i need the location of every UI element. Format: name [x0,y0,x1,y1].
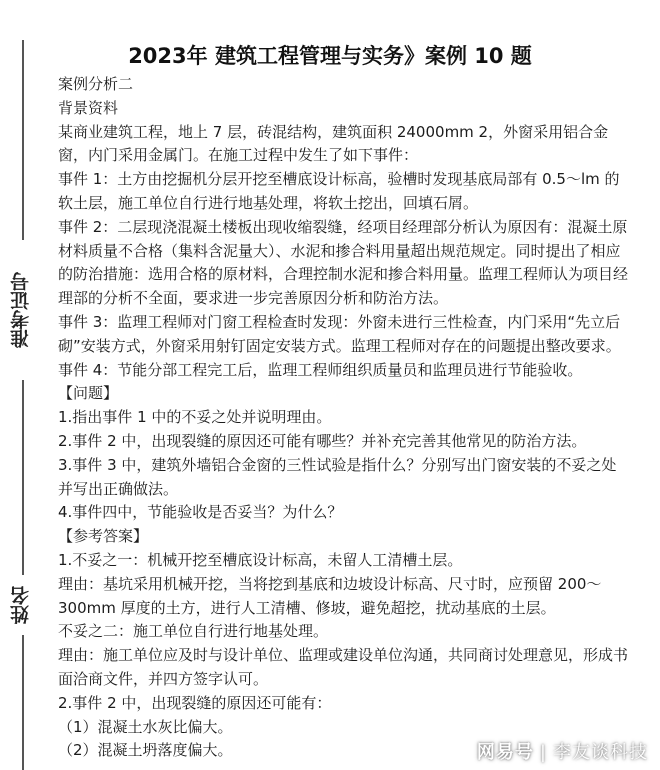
answer-1-fault-1: 1.不妥之一：机械开挖至槽底设计标高，未留人工清槽土层。 [58,550,463,569]
name-label: 姓名 [8,575,36,635]
document-body [58,73,630,763]
watermark-account: 李友谈科技 [553,742,648,763]
event-1-paragraph: 事件 1：土方由挖掘机分层开挖至槽底设计标高，验槽时发现基底局部有 0.5～lm 的软土层，施工单位自行进行地基处理，将软土挖出，回填石屑。 [58,170,620,212]
answers-heading: 【参考答案】 [58,527,149,546]
answer-1-reason-2: 理由：施工单位应及时与设计单位、监理或建设单位沟通，共同商讨处理意见，形成书面洽商文件，并四方签字认可。 [58,646,629,688]
event-3-paragraph: 事件 3：监理工程师对门窗工程检查时发现：外窗未进行三性检查，内门采用“先立后砌”安装方式，外窗采用射钉固定安装方式。监理工程师对存在的问题提出整改要求。 [58,312,621,355]
question-4: 4.事件四中，节能验收是否妥当？为什么？ [58,503,343,522]
answer-1-reason-1: 理由：基坑采用机械开挖，当将挖到基底和边坡设计标高、尺寸时，应预留 200～300mm 厚度的土方，进行人工清槽、修坡，避免超挖，扰动基底的土层。 [58,574,602,617]
answer-2-item-2: （2）混凝土坍落度偏大。 [58,741,233,760]
margin-rule-top [22,40,24,240]
answer-1-fault-2: 不妥之二：施工单位自行进行地基处理。 [58,622,329,641]
question-2: 2.事件 2 中，出现裂缝的原因还可能有哪些？并补充完善其他常见的防治方法。 [58,431,587,450]
margin-rule-bottom [22,635,24,770]
answer-2-item-1: （1）混凝土水灰比偏大。 [58,717,233,736]
exam-id-label: 准考证号 [8,240,36,380]
watermark-separator-icon: | [539,742,547,763]
question-3: 3.事件 3 中，建筑外墙铝合金窗的三性试验是指什么？分别写出门窗安装的不妥之处并写出正确做法。 [58,455,617,498]
section-heading-background: 背景资料 [58,98,119,117]
background-paragraph: 某商业建筑工程，地上 7 层，砖混结构，建筑面积 24000mm 2，外窗采用铝合金窗，内门采用金属门。在施工过程中发生了如下事件： [58,122,609,165]
questions-heading: 【问题】 [58,384,119,403]
event-4-paragraph: 事件 4：节能分部工程完工后，监理工程师组织质量员和监理员进行节能验收。 [58,360,583,379]
binding-margin [0,0,44,770]
question-1: 1.指出事件 1 中的不妥之处并说明理由。 [58,408,332,427]
event-2-paragraph: 事件 2：二层现浇混凝土楼板出现收缩裂缝，经项目经理部分析认为原因有：混凝土原材料质量不合格（集料含泥量大）、水泥和掺合料用量超出规范规定。同时提出了相应的防治措施：选用合格的原材料，合理控制水泥和掺合料用量。监理工程师认为项目经理部的分析不全面，要求进一步完善原因分析和防治方法。 [58,217,629,308]
margin-rule-middle [22,380,24,575]
watermark [477,738,648,764]
watermark-logo: 网易号 [476,742,534,763]
answer-2-intro: 2.事件 2 中，出现裂缝的原因还可能有： [58,693,332,712]
document-title: 2023年 建筑工程管理与实务》案例 10 题 [128,44,532,68]
section-heading-case: 案例分析二 [58,75,134,93]
